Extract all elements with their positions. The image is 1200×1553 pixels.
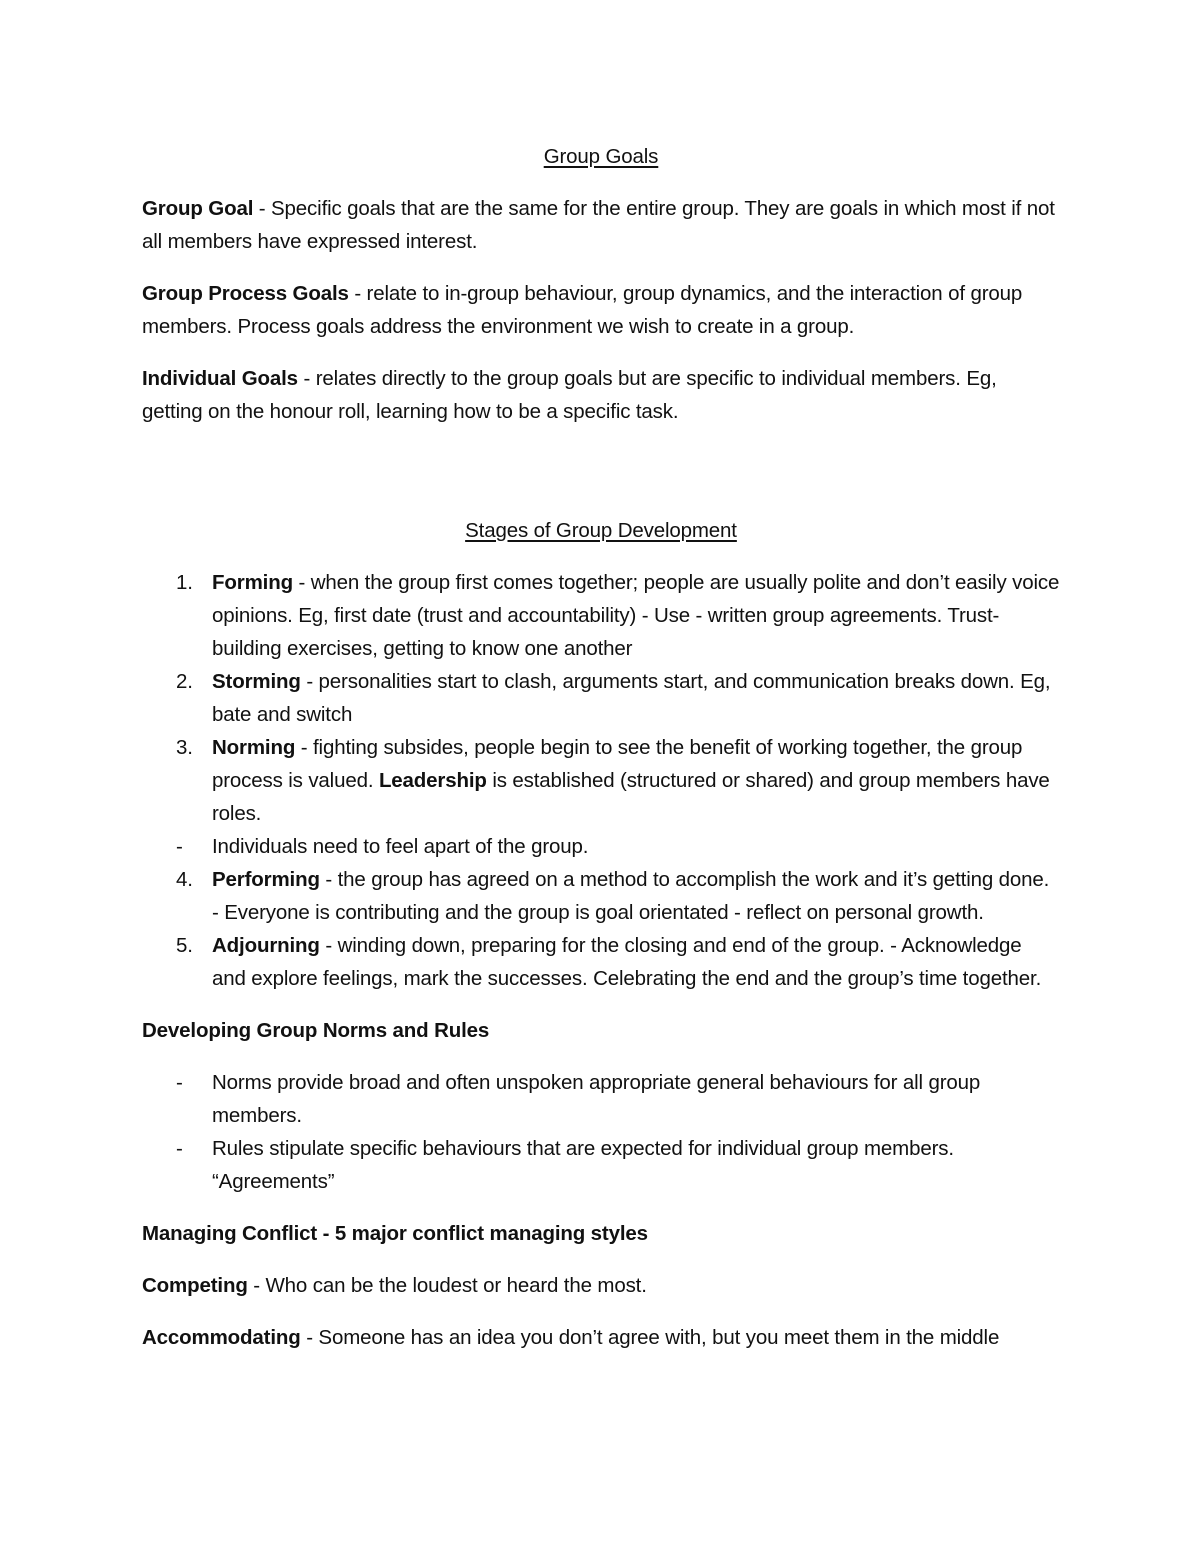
term-label: Accommodating xyxy=(142,1326,301,1349)
list-dash: - xyxy=(176,1137,183,1160)
style-competing xyxy=(142,1269,1060,1302)
heading-stages-of-group-development: Stages of Group Development xyxy=(465,519,737,542)
stage-text: - fighting subsides, people begin to see the benefit of working together, the group process is valued. xyxy=(212,736,1023,792)
heading-managing-conflict: Managing Conflict - 5 major conflict managing styles xyxy=(142,1222,648,1245)
stage-text: - when the group first comes together; people are usually polite and don’t easily voice opinions. Eg, first date (trust and accountability) - Use - written group agreements. Trust-building exercises, getting to know one another xyxy=(212,571,1060,660)
definition-individual-goals xyxy=(142,362,1060,428)
stage-note xyxy=(142,830,1060,863)
heading-group-goals: Group Goals xyxy=(543,145,659,168)
term-label: Competing xyxy=(142,1274,248,1297)
list-dash: - xyxy=(176,1071,183,1094)
style-text: - Someone has an idea you don’t agree with, but you meet them in the middle xyxy=(300,1326,1000,1349)
bullet-text: Rules stipulate specific behaviours that are expected for individual group members. “Agreements” xyxy=(212,1137,954,1193)
definition-group-goal xyxy=(142,192,1060,258)
term-label: Group Process Goals xyxy=(142,282,349,305)
stage-adjourning xyxy=(142,929,1060,995)
stage-text: - personalities start to clash, arguments start, and communication breaks down. Eg, bate and switch xyxy=(212,670,1051,726)
style-text: - Who can be the loudest or heard the most. xyxy=(247,1274,647,1297)
stage-text: - the group has agreed on a method to accomplish the work and it’s getting done. - Everyone is contributing and the group is goal orientated - reflect on personal growth. xyxy=(212,868,1050,924)
stage-text: is established (structured or shared) and group members have roles. xyxy=(212,769,1050,825)
term-label: Adjourning xyxy=(212,934,320,957)
term-label-leadership: Leadership xyxy=(378,769,487,792)
list-number: 3. xyxy=(176,736,193,759)
term-label: Performing xyxy=(212,868,320,891)
heading-developing-group-norms: Developing Group Norms and Rules xyxy=(142,1019,490,1042)
stage-norming xyxy=(142,731,1060,830)
list-dash: - xyxy=(176,835,183,858)
definition-text: - relates directly to the group goals but are specific to individual members. Eg, getting on the honour roll, learning how to be a specific task. xyxy=(142,367,997,423)
term-label: Storming xyxy=(212,670,301,693)
list-number: 2. xyxy=(176,670,193,693)
term-label: Individual Goals xyxy=(142,367,298,390)
definition-text: - relate to in-group behaviour, group dynamics, and the interaction of group members. Process goals address the environment we wish to create in a group. xyxy=(142,282,1023,338)
term-label: Group Goal xyxy=(142,197,254,220)
definition-text: - Specific goals that are the same for the entire group. They are goals in which most if not all members have expressed interest. xyxy=(142,197,1055,253)
bullet-norms xyxy=(142,1066,1060,1132)
stage-text: Individuals need to feel apart of the group. xyxy=(212,835,589,858)
style-accommodating xyxy=(142,1321,1060,1354)
stage-forming xyxy=(142,566,1060,665)
bullet-rules xyxy=(142,1132,1060,1198)
stage-text: - winding down, preparing for the closing and end of the group. - Acknowledge and explore feelings, mark the successes. Celebrating the end and the group’s time together. xyxy=(212,934,1042,990)
stage-performing xyxy=(142,863,1060,929)
term-label: Forming xyxy=(212,571,293,594)
list-number: 1. xyxy=(176,571,193,594)
term-label: Norming xyxy=(212,736,296,759)
document-content xyxy=(142,140,1060,1354)
list-number: 4. xyxy=(176,868,193,891)
bullet-text: Norms provide broad and often unspoken appropriate general behaviours for all group members. xyxy=(212,1071,981,1127)
stage-storming xyxy=(142,665,1060,731)
definition-group-process-goals xyxy=(142,277,1060,343)
list-number: 5. xyxy=(176,934,193,957)
